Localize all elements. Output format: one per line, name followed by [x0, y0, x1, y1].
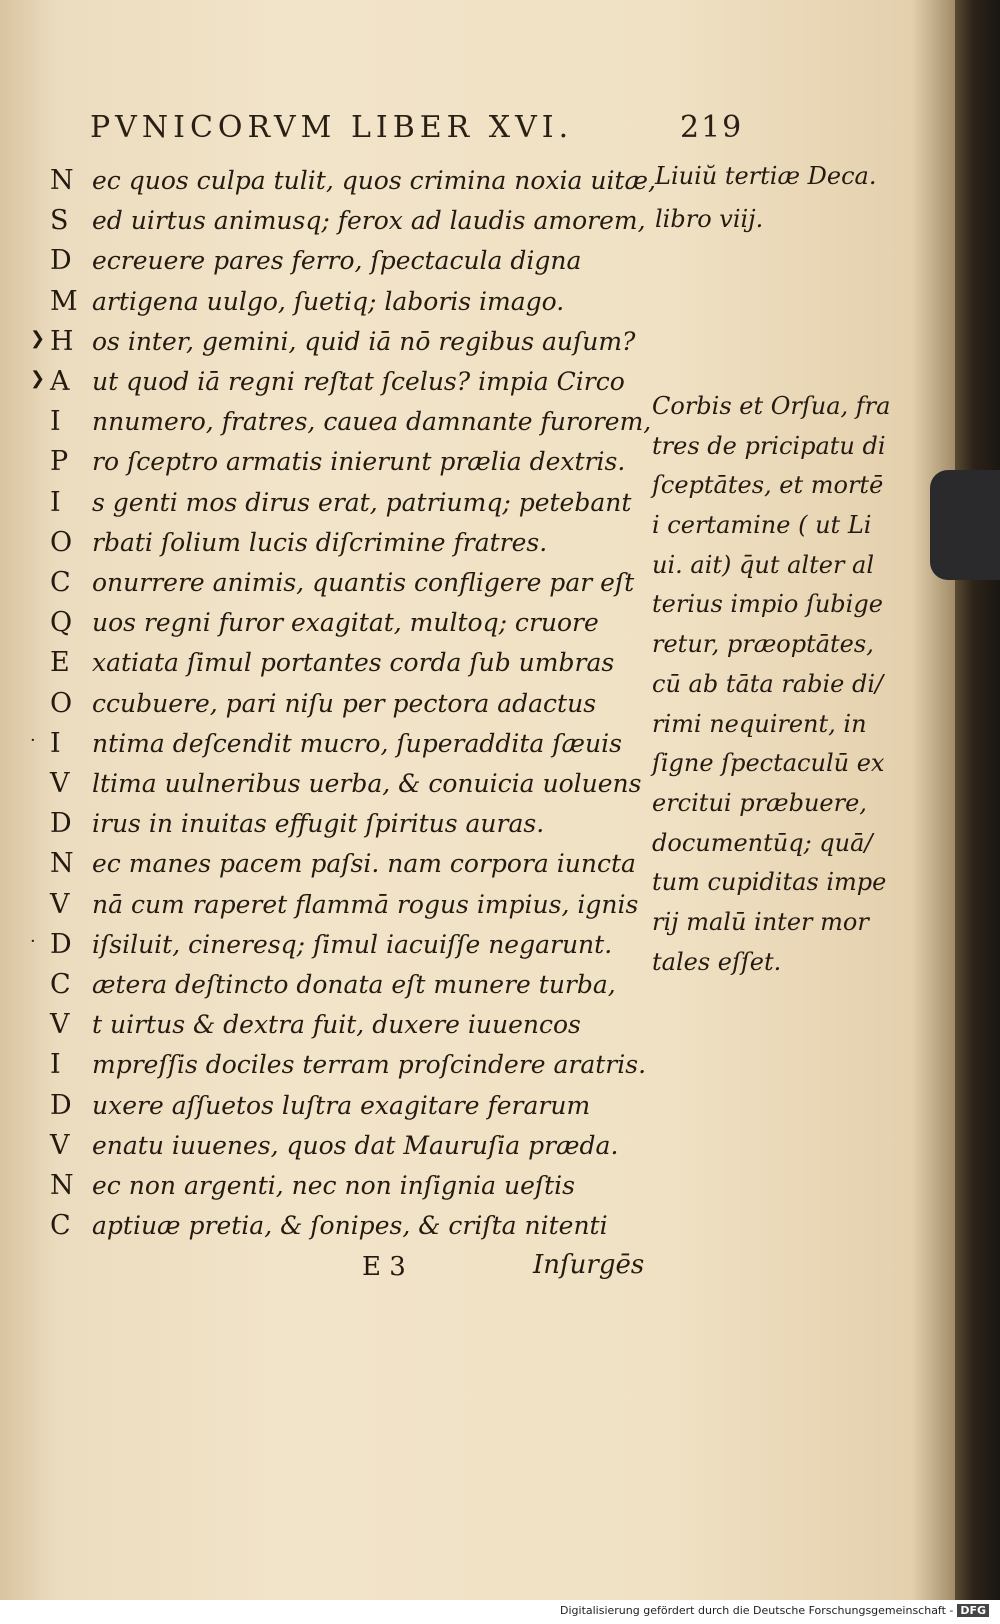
- line-text: uos regni furor exagitat, multoq; cruore: [92, 608, 599, 638]
- line-text: rbati ſolium lucis diſcrimine fratres.: [92, 527, 548, 557]
- line-initial: D: [50, 808, 72, 840]
- marginal-note-line: rimi nequirent, in: [652, 709, 867, 738]
- marginal-note-line: ſigne ſpectaculū ex: [652, 749, 885, 778]
- folio-number: 219: [680, 110, 744, 145]
- marginal-note-line: documentūq; quā/: [652, 828, 873, 857]
- line-text: ed uirtus animusq; ferox ad laudis amorem,: [92, 206, 646, 236]
- marginal-note: [652, 392, 890, 987]
- line-initial: S: [50, 205, 69, 237]
- line-text: ecreuere pares ferro, ſpectacula digna: [92, 246, 582, 276]
- line-initial: V: [50, 768, 70, 799]
- line-initial: V: [50, 1129, 70, 1161]
- line-initial: I: [50, 486, 61, 518]
- book-spine: [955, 0, 1000, 1600]
- line-text: ccubuere, pari niſu per pectora adactus: [92, 688, 597, 718]
- line-text: ntima deſcendit mucro, ſuperaddita ſæuis: [92, 728, 622, 758]
- line-text: onurrere animis, quantis confligere par eſt: [92, 568, 635, 597]
- line-mark: ❯: [30, 327, 46, 349]
- margin-reference-line-1: Liuiŭ tertiæ Deca.: [655, 162, 877, 190]
- line-text: ro ſceptro armatis inierunt prælia dextris.: [92, 447, 626, 477]
- line-text: artigena uulgo, ſuetiq; laboris imago.: [92, 286, 565, 316]
- line-initial: D: [50, 245, 72, 277]
- line-text: iſsiluit, cineresq; ſimul iacuiſſe negarunt.: [92, 929, 613, 959]
- line-initial: C: [50, 567, 71, 598]
- line-mark: ·: [30, 930, 36, 952]
- line-initial: V: [50, 1009, 70, 1041]
- line-initial: O: [50, 687, 73, 719]
- line-text: os inter, gemini, quid iā nō regibus auſum?: [92, 326, 636, 356]
- marginal-note-line: ui. ait) q̄ut alter al: [652, 550, 875, 579]
- line-initial: M: [50, 285, 78, 317]
- line-initial: V: [50, 888, 70, 920]
- line-initial: N: [50, 1170, 74, 1201]
- signature-mark: E 3: [362, 1252, 406, 1282]
- line-initial: I: [50, 1049, 61, 1081]
- marginal-note-line: tum cupiditas impe: [652, 868, 887, 897]
- digitization-credit: [560, 1604, 987, 1617]
- marginal-note-line: cū ab tāta rabie di/: [652, 669, 884, 698]
- line-text: uxere aſſuetos luſtra exagitare ferarum: [92, 1090, 591, 1120]
- marginal-note-line: tales eſſet.: [652, 947, 782, 976]
- line-initial: Q: [50, 607, 73, 639]
- margin-reference-line-2: libro viij.: [655, 205, 764, 233]
- line-initial: I: [50, 727, 61, 759]
- marginal-note-line: Corbis et Orſua, fra: [652, 392, 891, 420]
- marginal-note-line: ercitui præbuere,: [652, 788, 867, 817]
- running-title: PVNICORVM LIBER XVI.: [90, 110, 574, 145]
- page-tab-marker: [930, 470, 1000, 580]
- marginal-note-line: retur, præoptātes,: [652, 630, 874, 659]
- line-text: irus in inuitas effugit ſpiritus auras.: [92, 809, 545, 839]
- line-initial: A: [50, 366, 70, 397]
- marginal-note-line: rij malū inter mor: [652, 907, 869, 936]
- line-initial: E: [50, 647, 70, 679]
- line-text: ut quod iā regni reſtat ſcelus? impia Circo: [92, 367, 625, 396]
- line-initial: H: [50, 325, 74, 357]
- line-text: xatiata ſimul portantes corda ſub umbras: [92, 648, 615, 678]
- line-text: ec manes pacem paſsi. nam corpora iuncta: [92, 849, 636, 879]
- line-initial: O: [50, 526, 73, 558]
- line-text: ec non argenti, nec non inſignia ueſtis: [92, 1171, 575, 1200]
- line-initial: P: [50, 446, 69, 478]
- line-mark: ·: [30, 729, 36, 751]
- running-header: [90, 110, 750, 145]
- line-initial: C: [50, 969, 71, 1000]
- line-text: aptiuæ pretia, & ſonipes, & criſta nitenti: [92, 1211, 608, 1241]
- line-initial: I: [50, 406, 61, 438]
- line-text: mpreſſis dociles terram proſcindere aratris.: [92, 1050, 647, 1080]
- catchword: Inſurgēs: [533, 1250, 645, 1280]
- line-text: ltima uulneribus uerba, & conuicia uoluens: [92, 769, 642, 798]
- dfg-badge: DFG: [957, 1604, 989, 1617]
- line-initial: N: [50, 848, 74, 880]
- line-text: ætera deſtincto donata eſt munere turba,: [92, 970, 616, 999]
- line-text: nā cum raperet flammā rogus impius, ignis: [92, 889, 639, 919]
- marginal-note-line: i certamine ( ut Li: [652, 511, 872, 540]
- line-initial: D: [50, 928, 72, 960]
- marginal-note-line: terius impio ſubige: [652, 590, 883, 619]
- line-mark: ❯: [30, 368, 46, 389]
- line-initial: D: [50, 1089, 72, 1121]
- line-initial: C: [50, 1210, 71, 1242]
- line-text: t uirtus & dextra fuit, duxere iuuencos: [92, 1010, 581, 1040]
- footer-text: Digitalisierung gefördert durch die Deutsche Forschungsgemeinschaft -: [560, 1604, 954, 1617]
- marginal-note-line: ſceptātes, et mortē: [652, 471, 884, 500]
- line-text: ec quos culpa tulit, quos crimina noxia uitæ,: [92, 166, 656, 195]
- line-initial: N: [50, 165, 74, 196]
- line-text: enatu iuuenes, quos dat Mauruſia præda.: [92, 1130, 619, 1160]
- marginal-note-line: tres de pricipatu di: [652, 431, 886, 460]
- line-text: nnumero, fratres, cauea damnante furorem,: [92, 407, 652, 437]
- line-text: s genti mos dirus erat, patriumq; petebant: [92, 487, 632, 517]
